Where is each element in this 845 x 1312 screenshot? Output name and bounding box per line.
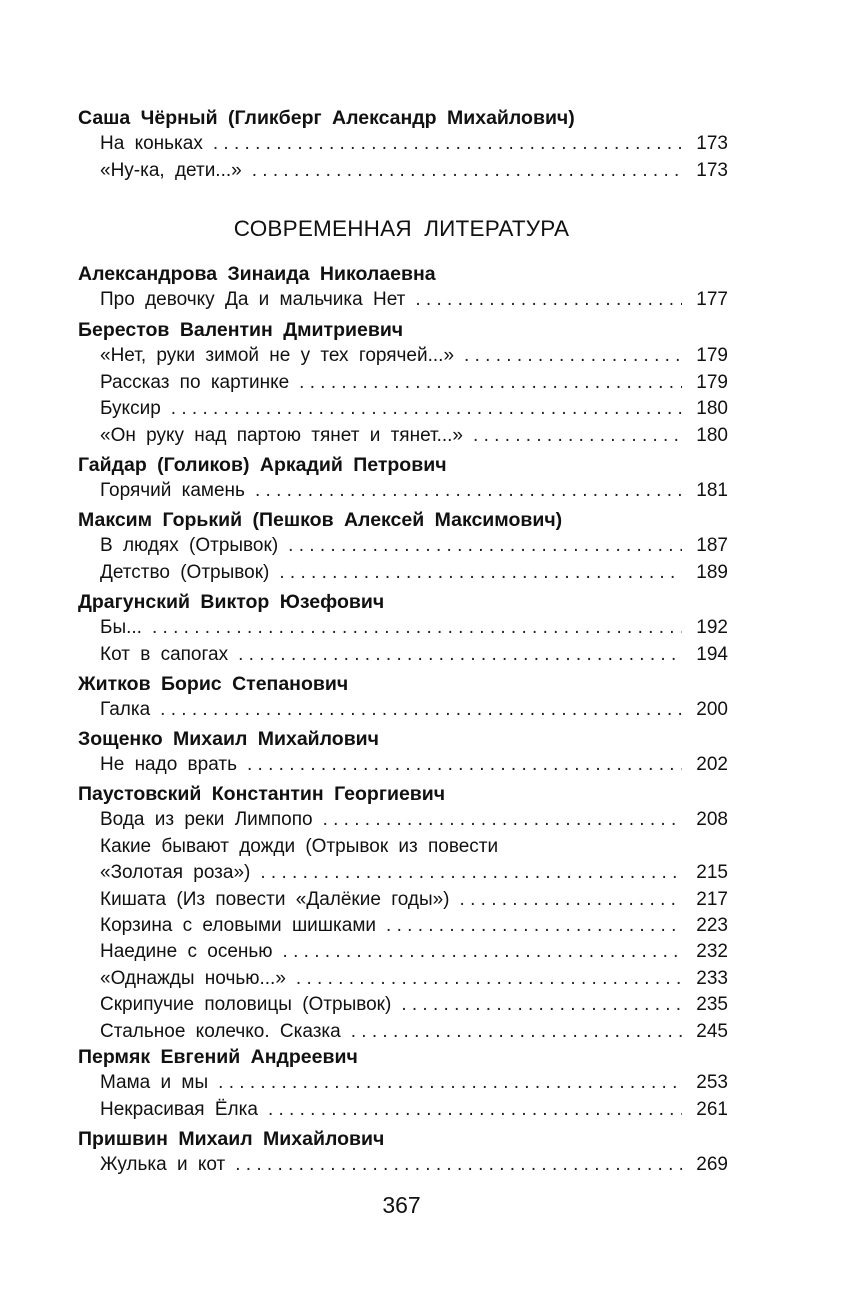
entry-page: 261 [696,1098,728,1120]
entry-page: 173 [696,159,728,181]
entry-title: Корзина с еловыми шишками [100,914,377,936]
dot-leader [464,343,682,369]
entry-page: 181 [696,480,728,502]
dot-leader [401,992,682,1018]
toc-entry [78,939,728,965]
author-name: Пришвин Михаил Михайлович [78,1128,385,1150]
dot-leader [160,697,682,723]
entry-page: 180 [696,424,728,446]
toc-author-group [78,1126,728,1178]
entry-title: Рассказ по картинке [100,371,290,393]
author-name: Пермяк Евгений Андреевич [78,1046,358,1068]
dot-leader [386,913,682,939]
entry-page: 245 [696,1020,728,1042]
toc-entry [78,422,728,448]
entry-page: 189 [696,561,728,583]
page-number: 367 [382,1192,421,1218]
toc-author-group [78,671,728,723]
entry-title: Некрасивая Ёлка [100,1098,258,1120]
toc-entry [78,533,728,559]
entry-page: 233 [696,967,728,989]
dot-leader [213,131,682,157]
toc-entry [78,886,728,912]
entry-page: 179 [696,345,728,367]
toc-entry [78,1152,728,1178]
toc-entry [78,807,728,833]
entry-title: Скрипучие половицы (Отрывок) [100,994,392,1016]
entry-title: Про девочку Да и мальчика Нет [100,289,406,311]
toc-author-group [78,726,728,778]
author-name: Максим Горький (Пешков Алексей Максимович) [78,509,563,531]
entry-page: 202 [696,754,728,776]
toc-author-group [78,507,728,586]
entry-title: Кишата (Из повести «Далёкие годы») [100,888,450,910]
toc-entry [78,965,728,991]
dot-leader [252,158,682,184]
dot-leader [279,560,682,586]
dot-leader [460,887,682,913]
entry-title: «Однажды ночью...» [100,967,286,989]
dot-leader [255,478,682,504]
toc-author-group [78,317,728,449]
dot-leader [288,533,682,559]
toc-entry [78,343,728,369]
entry-page: 223 [696,914,728,936]
toc-entry [78,860,728,886]
toc-entry [78,1018,728,1044]
toc-author-group [78,589,728,668]
entry-title: Стальное колечко. Сказка [100,1020,341,1042]
entry-page: 177 [696,289,728,311]
entry-page: 192 [696,617,728,639]
entry-title: Не надо врать [100,754,237,776]
entry-page: 253 [696,1072,728,1094]
author-name: Саша Чёрный (Гликберг Александр Михайлович) [78,107,575,129]
entry-title: Бы... [100,617,142,639]
entry-title: Какие бывают дожди (Отрывок из повести [100,835,499,857]
toc-entry [78,615,728,641]
toc-entry [78,913,728,939]
author-name: Александрова Зинаида Николаевна [78,263,436,285]
entry-title: «Золотая роза») [100,862,251,884]
toc-entry [78,369,728,395]
entry-title: Галка [100,699,151,721]
toc-entry [78,559,728,585]
dot-leader [299,370,682,396]
dot-leader [415,287,682,313]
entry-page: 200 [696,699,728,721]
toc-author-group [78,781,728,1045]
dot-leader [296,966,682,992]
dot-leader [171,396,682,422]
entry-page: 232 [696,941,728,963]
entry-page: 187 [696,535,728,557]
entry-page: 235 [696,994,728,1016]
entry-page: 194 [696,643,728,665]
entry-title: «Он руку над партою тянет и тянет...» [100,424,464,446]
dot-leader [283,939,682,965]
entry-page: 269 [696,1154,728,1176]
author-name: Берестов Валентин Дмитриевич [78,319,404,341]
entry-title: Буксир [100,398,161,420]
entry-title: «Ну-ка, дети...» [100,159,242,181]
toc-entry-continued [78,833,728,859]
entry-page: 217 [696,888,728,910]
author-name: Гайдар (Голиков) Аркадий Петрович [78,454,447,476]
dot-leader [260,860,682,886]
toc-entry [78,1096,728,1122]
dot-leader [473,423,682,449]
toc-entry [78,641,728,667]
author-name: Паустовский Константин Георгиевич [78,783,446,805]
entry-title: Детство (Отрывок) [100,561,270,583]
toc-entry [78,697,728,723]
entry-title: Кот в сапогах [100,643,229,665]
toc-author-group [78,1044,728,1123]
section-title: СОВРЕМЕННАЯ ЛИТЕРАТУРА [233,216,570,241]
toc-entry [78,396,728,422]
toc-entry [78,157,728,183]
entry-page: 215 [696,862,728,884]
entry-title: Горячий камень [100,480,245,502]
toc-author-group [78,105,728,184]
entry-title: Наедине с осенью [100,941,273,963]
toc-entry [78,1070,728,1096]
toc-entry [78,131,728,157]
toc-author-group [78,452,728,504]
entry-page: 180 [696,398,728,420]
author-name: Драгунский Виктор Юзефович [78,591,385,613]
entry-title: «Нет, руки зимой не у тех горячей...» [100,345,455,367]
toc-entry [78,992,728,1018]
entry-title: В людях (Отрывок) [100,535,279,557]
dot-leader [323,807,682,833]
dot-leader [238,642,682,668]
toc-entry [78,287,728,313]
entry-page: 173 [696,133,728,155]
dot-leader [218,1070,682,1096]
dot-leader [351,1019,682,1045]
toc-entry [78,752,728,778]
author-name: Зощенко Михаил Михайлович [78,728,379,750]
entry-title: Вода из реки Лимпопо [100,809,313,831]
toc-author-group [78,261,728,313]
entry-page: 208 [696,809,728,831]
entry-title: Жулька и кот [100,1154,226,1176]
dot-leader [268,1097,682,1123]
entry-page: 179 [696,371,728,393]
entry-title: На коньках [100,133,203,155]
dot-leader [152,615,682,641]
toc-entry [78,478,728,504]
entry-title: Мама и мы [100,1072,209,1094]
dot-leader [247,752,682,778]
author-name: Житков Борис Степанович [78,673,349,695]
dot-leader [235,1152,682,1178]
